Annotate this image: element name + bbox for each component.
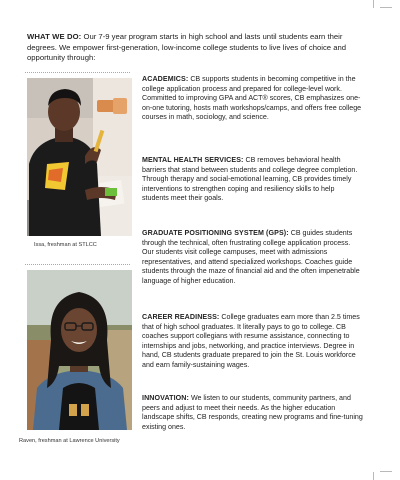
section-body: CB guides students through the technical, often frustrating college application process. Our students visit college campuses, meet with admissions representatives, and attend specialized workshops. Coaches guide students through the maze of financial aid and the often impenetrable language of higher education.	[142, 229, 360, 285]
crop-mark	[380, 471, 392, 472]
photo-caption-issa: Issa, freshman at STLCC	[34, 242, 97, 248]
section-innovation	[142, 394, 363, 432]
intro-heading: WHAT WE DO:	[27, 32, 82, 41]
section-heading: ACADEMICS:	[142, 75, 189, 83]
section-heading: MENTAL HEALTH SERVICES:	[142, 156, 244, 164]
intro-body: Our 7-9 year program starts in high school and lasts until students earn their degrees. We empower first-generation, low-income college students to live lives of choice and opportunity through:	[27, 32, 347, 63]
section-mental-health	[142, 156, 363, 204]
student-photo-issa	[27, 78, 132, 236]
section-heading: GRADUATE POSITIONING SYSTEM (GPS):	[142, 229, 289, 237]
section-body: CB supports students in becoming competitive in the college application process and prepared for college-level work. Committed to improving GPA and ACT® scores, CB emphasizes one-on-one tutoring, hosts math workshops/camps, and offers free college courses in math, sociology, and science.	[142, 75, 362, 122]
divider-rule	[25, 264, 130, 265]
crop-mark	[373, 472, 374, 480]
student-photo-raven-image	[27, 270, 132, 430]
student-photo-raven	[27, 270, 132, 430]
section-body: We listen to our students, community partners, and peers and adjust to meet their needs. As the higher education landscape shifts, CB responds, creating new programs and fine-tuning existing ones.	[142, 394, 363, 431]
section-academics	[142, 75, 363, 123]
crop-mark	[373, 0, 374, 8]
section-gps	[142, 229, 363, 287]
intro-paragraph	[27, 32, 363, 64]
section-body: College graduates earn more than 2.5 times that of high school graduates. It literally pays to go to college. CB coaches support collegians with resume assistance, connecting to internships and jobs, networking, and practice interviews. Degree in hand, CB students graduate prepared to join the St. Louis workforce and earn family-sustaining wages.	[142, 313, 360, 369]
section-heading: INNOVATION:	[142, 394, 189, 402]
section-heading: CAREER READINESS:	[142, 313, 220, 321]
divider-rule	[25, 72, 130, 73]
section-body: CB removes behavioral health barriers that stand between students and college degree completion. Through therapy and social-emotional learning, CB provides timely interventions to strengthen coping and resiliency skills to help students meet their goals.	[142, 156, 358, 203]
crop-mark	[380, 7, 392, 8]
section-career-readiness	[142, 313, 363, 371]
photo-caption-raven: Raven, freshman at Lawrence University	[19, 438, 120, 444]
student-photo-issa-image	[27, 78, 132, 236]
